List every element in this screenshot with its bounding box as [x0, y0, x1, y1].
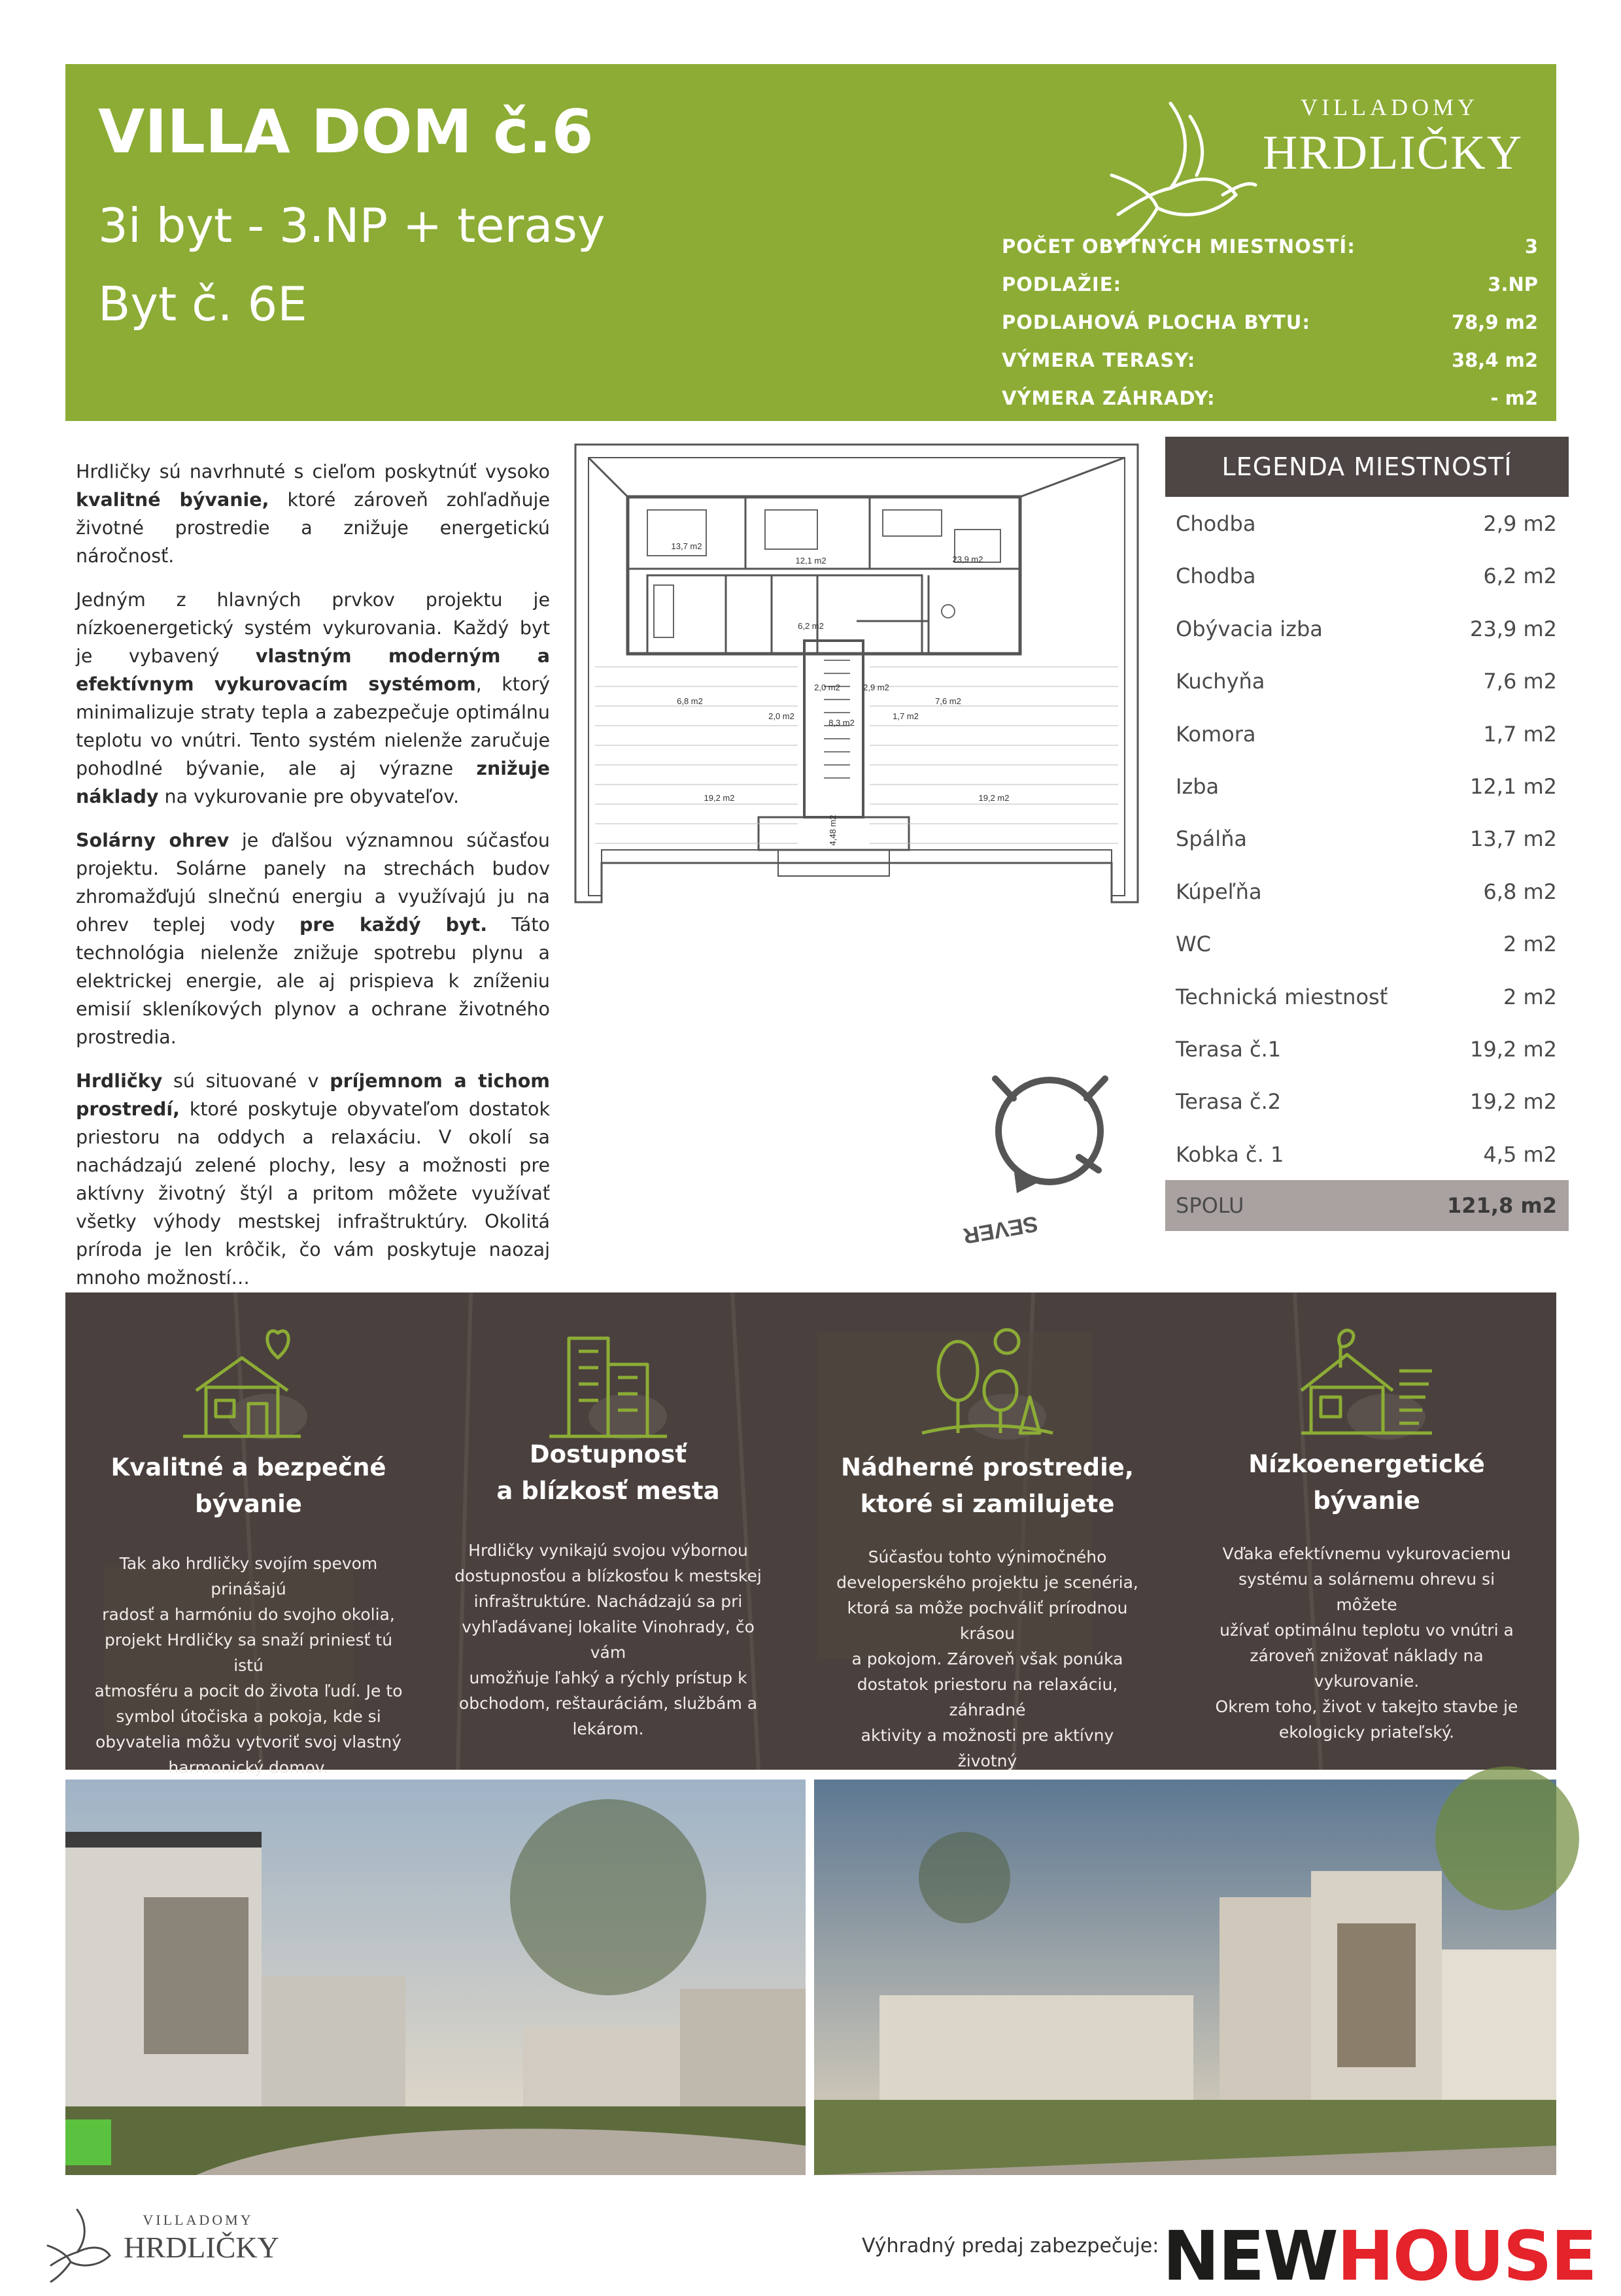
room-labels — [672, 541, 1010, 845]
newhouse-logo-new: NEW — [1163, 2216, 1337, 2296]
feature-heading-line1: Dostupnosť — [529, 1440, 687, 1468]
feature-heading-line2: bývanie — [1313, 1487, 1420, 1515]
footer-logo-big: HRDLIČKY — [124, 2231, 279, 2264]
feature-heading-line1: Kvalitné a bezpečné — [111, 1453, 386, 1481]
feature-heading-line1: Nádherné prostredie, — [841, 1453, 1134, 1481]
spec-terrace-area: VÝMERA TERASY: 38,4 m2 — [1002, 349, 1538, 371]
legend-row: Technická miestnosť 2 m2 — [1176, 984, 1557, 1009]
legend-row: Terasa č.1 19,2 m2 — [1176, 1036, 1557, 1062]
plan-label: 19,2 m2 — [978, 793, 1010, 803]
hrdlicky-footer-logo — [38, 2200, 299, 2291]
feature-low-energy — [1197, 1292, 1537, 1770]
feature-environment — [817, 1292, 1157, 1770]
newhouse-logo-house: HOUSE — [1337, 2216, 1596, 2296]
legend-row: Izba 12,1 m2 — [1176, 773, 1557, 799]
plan-walls — [575, 445, 1138, 902]
dove-logo-icon — [1112, 103, 1255, 247]
legend-row: Kuchyňa 7,6 m2 — [1176, 669, 1557, 694]
legend-row: Chodba 6,2 m2 — [1176, 564, 1557, 589]
compass-icon — [961, 1053, 1125, 1249]
spec-rooms: POČET OBYTNÝCH MIESTNOSTÍ: 3 — [1002, 235, 1538, 258]
legend-row: Terasa č.2 19,2 m2 — [1176, 1089, 1557, 1115]
legend-row: Obývacia izba 23,9 m2 — [1176, 616, 1557, 641]
eco-house-icon — [1288, 1319, 1445, 1449]
legend-row: WC 2 m2 — [1176, 932, 1557, 957]
feature-accessibility — [438, 1292, 778, 1770]
feature-text: Vďaka efektívnemu vykurovaciemu systému a solárnemu ohrevu si môžete užívať optimálnu teplotu vo vnútri a zároveň znižovať náklady na vykurovanie. Okrem toho, život v takejto stavbe je ekologicky priateľský. — [1215, 1544, 1518, 1742]
dove-logo-icon — [48, 2210, 110, 2282]
legend-row: Komora 1,7 m2 — [1176, 721, 1557, 747]
features-band — [65, 1292, 1556, 1777]
plan-label: 1,7 m2 — [893, 711, 919, 721]
page-title: VILLA DOM č.6 — [98, 97, 594, 167]
render-photo-left — [65, 1780, 806, 2175]
feature-heading-line2: a blízkosť mesta — [496, 1477, 720, 1505]
plan-label: 13,7 m2 — [671, 541, 702, 551]
intro-paragraph-3: Solárny ohrev je ďalšou významnou súčasťou projektu. Solárne panely na strechách budov zhromažďujú slnečnú energiu a využívajú ju na ohrev teplej vody pre každý byt. Táto technológia nielenže znižuje spotrebu plynu a elektrickej energie, ale aj prispieva k zníženiu emisií skleníkových plynov a ochrane životného prostredia. — [76, 830, 550, 1048]
plan-label: 6,8 m2 — [677, 696, 703, 706]
compass-label: SEVER — [961, 1211, 1040, 1249]
plan-label: 23,9 m2 — [952, 554, 983, 564]
render-photo-right — [814, 1780, 1556, 2175]
feature-heading-line1: Nízkoenergetické — [1248, 1450, 1485, 1478]
plan-label: 6,2 m2 — [798, 621, 824, 631]
hrdlicky-logo — [1092, 77, 1550, 254]
feature-text: Tak ako hrdličky svojím spevom prinášajú radosť a harmóniu do svojho okolia, projekt Hrdličky sa snaží priniesť tú istú atmosféru a pocit do života ľudí. Je to symbol útočiska a pokoja, kde si obyvatelia môžu vytvoriť svoj vlastný harmonický domov. — [94, 1554, 403, 1777]
intro-text — [76, 458, 550, 1308]
legend-total: SPOLU 121,8 m2 — [1165, 1180, 1569, 1231]
legend-title: LEGENDA MIESTNOSTÍ — [1165, 437, 1569, 497]
legend-row: Kúpeľňa 6,8 m2 — [1176, 879, 1557, 904]
spec-garden-area: VÝMERA ZÁHRADY: - m2 — [1002, 387, 1538, 409]
spec-floor-area: PODLAHOVÁ PLOCHA BYTU: 78,9 m2 — [1002, 311, 1538, 333]
apartment-number: Byt č. 6E — [98, 277, 307, 331]
plan-label: 4,48 m2 — [828, 815, 838, 846]
feature-heading-line2: ktoré si zamilujete — [860, 1490, 1115, 1518]
logo-small-text: VILLADOMY — [1301, 94, 1478, 120]
plan-label: 2,0 m2 — [768, 711, 794, 721]
legend-row: Spálňa 13,7 m2 — [1176, 826, 1557, 852]
spec-floor: PODLAŽIE: 3.NP — [1002, 273, 1538, 295]
exclusive-sale-note: Výhradný predaj zabezpečuje: — [862, 2235, 1159, 2257]
apartment-type: 3i byt - 3.NP + terasy — [98, 198, 606, 253]
city-buildings-icon — [530, 1319, 687, 1449]
newhouse-logo — [1163, 2216, 1596, 2296]
plan-label: 7,6 m2 — [935, 696, 961, 706]
legend-row: Chodba 2,9 m2 — [1176, 511, 1557, 536]
plan-label: 2,9 m2 — [863, 683, 889, 692]
intro-paragraph-4: Hrdličky sú situované v príjemnom a tichom prostredí, ktoré poskytuje obyvateľom dostatok priestoru na oddych a relaxáciu. V okolí sa nachádzajú zelené plochy, lesy a možnosti pre aktívny životný štýl a pritom môžete využívať všetky výhody mestskej infraštruktúry. Okolitá príroda je len krôčik, čo vám poskytuje naozaj mnoho možností… — [76, 1070, 551, 1289]
feature-heading-line2: bývanie — [195, 1490, 302, 1518]
room-legend — [1165, 437, 1569, 1231]
floor-plan — [562, 445, 1151, 981]
intro-paragraph-2: Jedným z hlavných prvkov projektu je nízkoenergetický systém vykurovania. Každý byt je vybavený vlastným moderným a efektívnym vykurovacím systémom, ktorý minimalizuje straty tepla a zabezpečuje optimálnu teplotu vo vnútri. Tento systém nielenže zaručuje pohodlné bývanie, ale aj výrazne znižuje náklady na vykurovanie pre obyvateľov. — [76, 589, 550, 807]
logo-big-text: HRDLIČKY — [1262, 126, 1524, 180]
intro-paragraph-1: Hrdličky sú navrhnuté s cieľom poskytnúť vysoko kvalitné bývanie, ktoré zároveň zohľadňuje životné prostredie a znižuje energetickú náročnosť. — [76, 461, 550, 567]
heart-house-icon — [170, 1319, 327, 1449]
plan-label: 19,2 m2 — [704, 793, 735, 803]
plan-label: 2,0 m2 — [814, 683, 840, 692]
furniture — [647, 510, 1000, 637]
feature-text: Hrdličky vynikajú svojou výbornou dostupnosťou a blízkosťou k mestskej infraštruktúre. Nachádzajú sa pri vyhľadávanej lokalite Vinohrady, čo vám umožňuje ľahký a rýchly prístup k obchodom, reštauráciám, službám a lekárom. — [454, 1541, 762, 1738]
feature-text: Súčasťou tohto výnimočného developerského projektu je scenéria, ktorá sa môže pochváliť prírodnou krásou a pokojom. Zároveň však ponúka dostatok priestoru na relaxáciu, záhradné aktivity a možnosti pre aktívny životný — [836, 1547, 1138, 1770]
legend-row: Kobka č. 1 4,5 m2 — [1176, 1141, 1557, 1167]
plan-label: 12,1 m2 — [795, 556, 827, 566]
nature-trees-icon — [909, 1319, 1066, 1449]
feature-quality — [78, 1292, 418, 1777]
plan-label: 8,3 m2 — [828, 718, 855, 728]
header-banner — [65, 64, 1556, 421]
footer-logo-small: VILLADOMY — [143, 2212, 254, 2228]
